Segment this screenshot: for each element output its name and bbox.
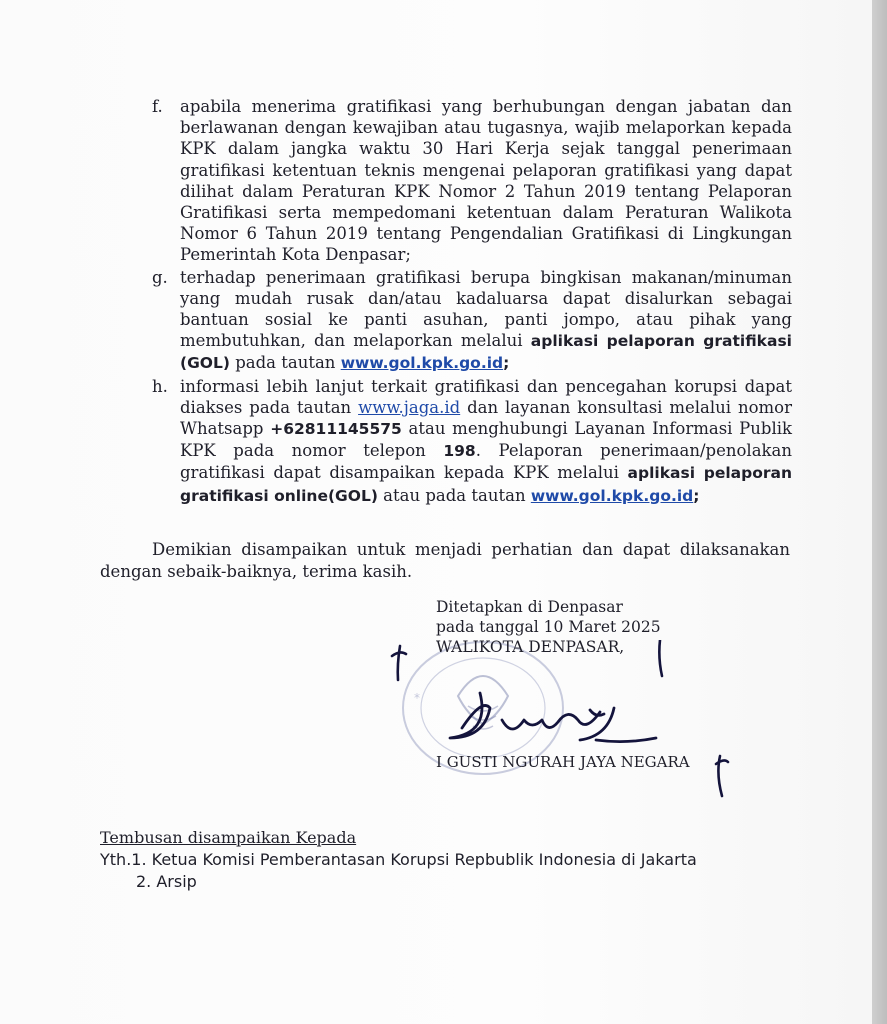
list-item-f [152,96,792,266]
list-item-text [180,267,792,375]
signature-office: WALIKOTA DENPASAR, [436,638,625,656]
list-item-text: apabila menerima gratifikasi yang berhubungan dengan jabatan dan berlawanan dengan kewajiban atau tugasnya, wajib melaporkan kepada KPK dalam jangka waktu 30 Hari Kerja sejak tanggal penerimaan gratifikasi ketentuan teknis mengenai pelaporan gratifikasi yang dapat dilihat dalam Peraturan KPK Nomor 2 Tahun 2019 tentang Pelaporan Gratifikasi serta mempedomani ketentuan dalam Peraturan Walikota Nomor 6 Tahun 2019 tentang Pengendalian Gratifikasi di Lingkungan Pemerintah Kota Denpasar; [180,97,792,265]
cc-title: Tembusan disampaikan Kepada [100,828,357,847]
text-run: pada tautan [229,353,341,373]
text-run: dan layanan konsultasi melalui nomor Whatsapp [180,397,792,439]
svg-text:*: * [414,691,420,705]
signatory-name: I GUSTI NGURAH JAYA NEGARA [436,753,690,771]
cc-recipient: Yth.1. Ketua Komisi Pemberantasan Korupsi Repbublik Indonesia di Jakarta [100,850,697,869]
text-run: . Pelaporan penerimaan/penolakan gratifikasi dapat disampaikan kepada KPK melalui [180,441,792,483]
list-marker: f. [152,97,163,116]
provision-list [152,96,792,508]
list-marker: h. [152,376,168,396]
handwritten-signature [390,640,750,800]
signature-place: Ditetapkan di Denpasar [436,598,623,616]
list-item-g [152,267,792,375]
cc-recipient: 2. Arsip [136,872,197,891]
signature-block [436,597,661,657]
carbon-copy-section [100,827,697,893]
closing-paragraph: Demikian disampaikan untuk menjadi perhatian dan dapat dilaksanakan dengan sebaik-baiknya, terima kasih. [100,540,790,581]
signature-date: pada tanggal 10 Maret 2025 [436,618,661,636]
list-item-text [180,376,792,507]
text-run: atau pada tautan [377,485,531,505]
jaga-link[interactable]: www.jaga.id [358,397,461,417]
bold-text: aplikasi pelaporan gratifikasi (GOL) [180,332,792,373]
bold-text: aplikasi pelaporan gratifikasi online(GOL) [180,464,792,505]
text-run: ; [693,486,700,505]
phone-number: 198 [443,442,476,461]
text-run: terhadap penerimaan gratifikasi berupa bingkisan makanan/minuman yang mudah rusak dan/atau kadaluarsa dapat disalurkan sebagai bantuan sosial ke panti asuhan, panti jompo, atau pihak yang membutuhkan, dan melaporkan melalui [180,267,792,351]
text-run: atau menghubungi Layanan Informasi Publik KPK pada nomor telepon [180,419,792,461]
list-item-h [152,376,792,507]
text-run: informasi lebih lanjut terkait gratifikasi dan pencegahan korupsi dapat diakses pada tautan [180,376,792,417]
text-run: ; [503,354,510,373]
page-edge [872,0,887,1024]
whatsapp-number: +62811145575 [270,420,402,439]
gol-link[interactable]: www.gol.kpk.go.id [530,486,694,505]
list-marker: g. [152,267,168,287]
gol-link[interactable]: www.gol.kpk.go.id [340,354,504,373]
